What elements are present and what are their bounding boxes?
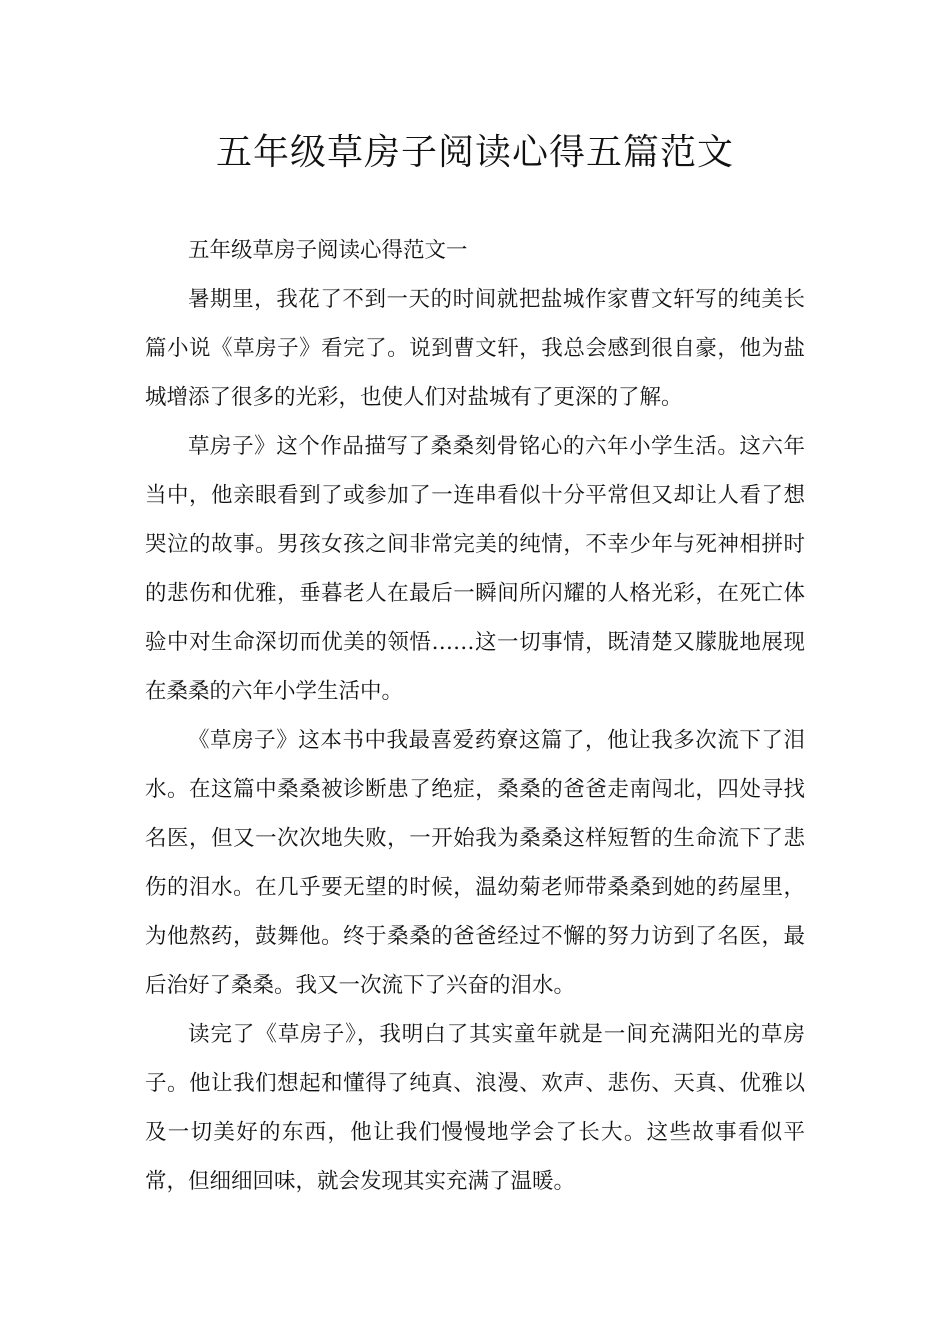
document-title: 五年级草房子阅读心得五篇范文	[215, 132, 734, 173]
paragraph-1: 暑期里，我花了不到一天的时间就把盐城作家曹文轩写的纯美长篇小说《草房子》看完了。说到曹文轩，我总会感到很自豪，他为盐城增添了很多的光彩，也使人们对盐城有了更深的了解。	[145, 287, 805, 410]
paragraph-2: 草房子》这个作品描写了桑桑刻骨铭心的六年小学生活。这六年当中，他亲眼看到了或参加了一连串看似十分平常但又却让人看了想哭泣的故事。男孩女孩之间非常完美的纯情，不幸少年与死神相拼时的悲伤和优雅，垂暮老人在最后一瞬间所闪耀的人格光彩，在死亡体验中对生命深切而优美的领悟……这一切事情，既清楚又朦胧地展现在桑桑的六年小学生活中。	[145, 434, 805, 704]
section-heading: 五年级草房子阅读心得范文一	[188, 238, 468, 263]
paragraph-4: 读完了《草房子》，我明白了其实童年就是一间充满阳光的草房子。他让我们想起和懂得了纯真、浪漫、欢声、悲伤、天真、优雅以及一切美好的东西，他让我们慢慢地学会了长大。这些故事看似平常，但细细回味，就会发现其实充满了温暖。	[145, 1022, 805, 1194]
paragraph-3: 《草房子》这本书中我最喜爱药寮这篇了，他让我多次流下了泪水。在这篇中桑桑被诊断患了绝症，桑桑的爸爸走南闯北，四处寻找名医，但又一次次地失败，一开始我为桑桑这样短暂的生命流下了悲伤的泪水。在几乎要无望的时候，温幼菊老师带桑桑到她的药屋里，为他熬药，鼓舞他。终于桑桑的爸爸经过不懈的努力访到了名医，最后治好了桑桑。我又一次流下了兴奋的泪水。	[145, 728, 805, 998]
document-body	[145, 226, 805, 1206]
